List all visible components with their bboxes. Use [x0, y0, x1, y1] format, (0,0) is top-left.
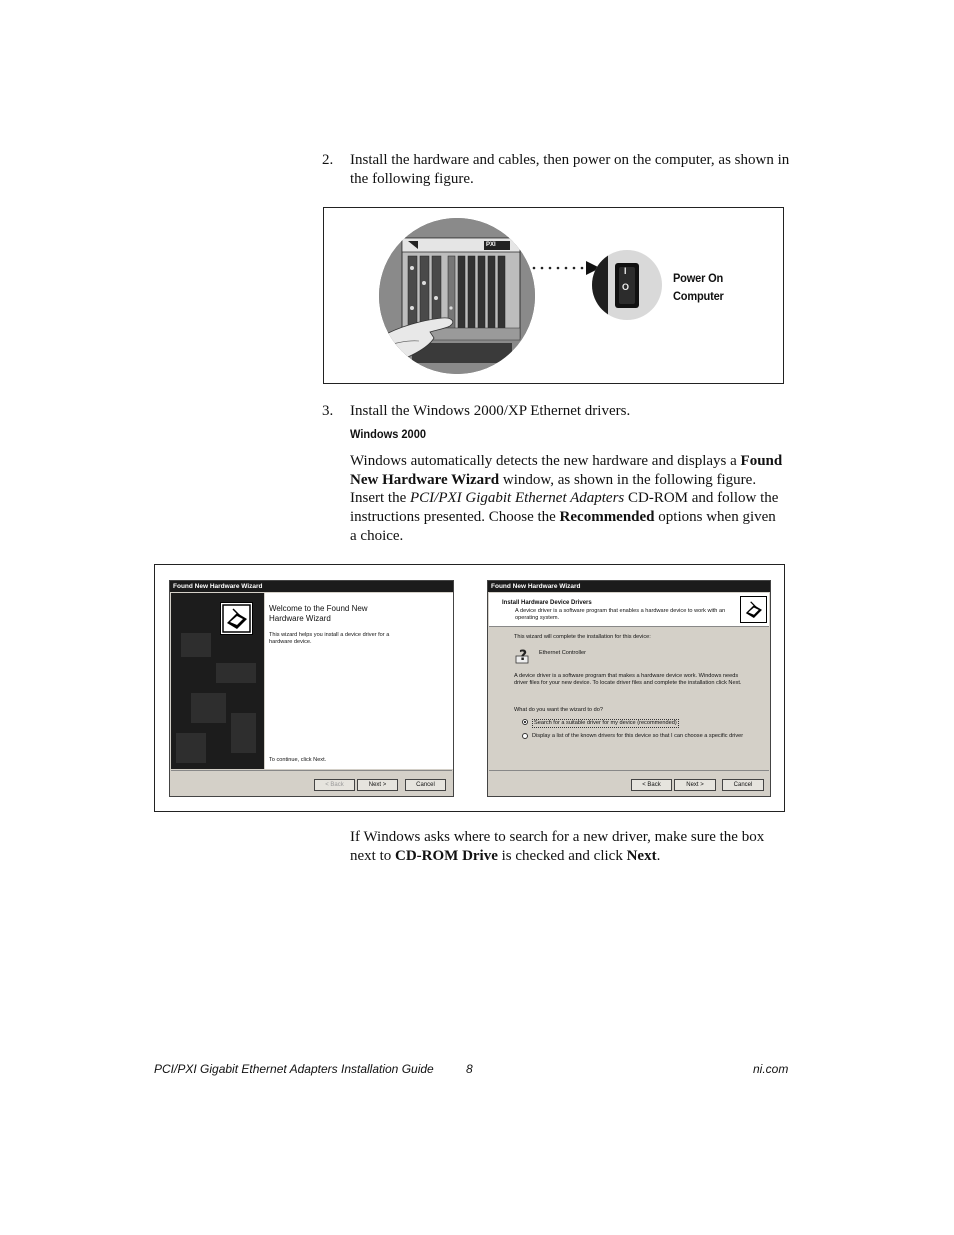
dialog-title: Found New Hardware Wizard: [488, 581, 770, 592]
power-on-label: Power On: [673, 271, 724, 285]
cdrom-drive-bold: CD-ROM Drive: [395, 847, 498, 864]
windows-2000-heading: Windows 2000: [350, 427, 426, 441]
back-button[interactable]: < Back: [631, 779, 672, 791]
display-drivers-option-label[interactable]: Display a list of the known drivers for this device so that I can choose a specific driver: [532, 733, 744, 739]
step-number-3: 3.: [322, 403, 334, 419]
install-drivers-heading: Install Hardware Device Drivers: [502, 600, 592, 606]
para-text-2: window, as shown in the following figure. Insert the: [350, 471, 757, 507]
welcome-heading-line2: Hardware Wizard: [269, 614, 331, 623]
recommended-bold: Recommended: [559, 509, 655, 526]
wizard-welcome-dialog: [169, 580, 454, 797]
footer-page-number: 8: [466, 1062, 473, 1076]
wizard-name-bold: Found New Hardware Wizard: [350, 453, 783, 488]
computer-label: Computer: [673, 289, 724, 303]
unknown-device-icon: [514, 647, 532, 665]
instructions-paragraph: [350, 452, 786, 546]
next-button[interactable]: Next >: [357, 779, 398, 791]
cd-title-italic: PCI/PXI Gigabit Ethernet Adapters: [409, 490, 625, 507]
welcome-heading-line1: Welcome to the Found New: [269, 604, 368, 613]
hardware-icon: [220, 602, 253, 635]
closing-text-3: .: [656, 847, 661, 864]
closing-text-2: is checked and click: [497, 847, 627, 864]
para-text-3: CD-ROM and follow the instructions presented. Choose the: [350, 490, 779, 526]
switch-on-mark: I: [624, 266, 627, 276]
back-button[interactable]: < Back: [314, 779, 355, 791]
next-bold: Next: [626, 847, 657, 864]
wizard-install-drivers-dialog: [487, 580, 771, 797]
switch-off-mark: O: [622, 282, 630, 292]
continue-text: To continue, click Next.: [269, 757, 327, 763]
hardware-icon: [740, 596, 767, 623]
cancel-button[interactable]: Cancel: [405, 779, 446, 791]
cancel-button[interactable]: Cancel: [722, 779, 764, 791]
svg-text:?: ?: [519, 648, 528, 664]
next-button[interactable]: Next >: [674, 779, 716, 791]
install-drivers-subtitle: A device driver is a software program that enables a hardware device to work with an operating system.: [515, 608, 726, 621]
welcome-intro-text: This wizard helps you install a device driver for a hardware device.: [269, 632, 390, 645]
driver-explanation-text: A device driver is a software program that makes a hardware device work. Windows needs driver files for your new device. To locate driver files and complete the installation click Next.: [514, 673, 742, 686]
footer-site: ni.com: [753, 1062, 789, 1076]
wizard-side-panel: [171, 593, 264, 769]
search-driver-option-label[interactable]: Search for a suitable driver for my device (recommended): [534, 720, 677, 726]
chassis-badge: PXI: [486, 242, 496, 248]
complete-installation-text: This wizard will complete the installation for this device:: [514, 634, 651, 640]
power-on-figure: [323, 207, 784, 384]
wizard-screenshots-figure: [154, 564, 785, 812]
search-driver-radio[interactable]: [522, 719, 528, 725]
closing-text-1: If Windows asks where to search for a new driver, make sure the box next to: [350, 829, 765, 864]
para-text-1: Windows automatically detects the new hardware and displays a: [350, 453, 741, 469]
para-text-4: options when given a choice.: [350, 509, 776, 544]
wizard-welcome-content: [265, 593, 453, 769]
wizard-question-text: What do you want the wizard to do?: [514, 707, 603, 713]
step-number-2: 2.: [322, 152, 334, 168]
dialog-title: Found New Hardware Wizard: [170, 581, 453, 592]
closing-paragraph: [350, 828, 786, 865]
device-name: Ethernet Controller: [539, 650, 586, 656]
wizard-header-band: [489, 593, 769, 627]
display-drivers-radio[interactable]: [522, 733, 528, 739]
step-text-2: Install the hardware and cables, then power on the computer, as shown in the following figure.: [350, 152, 790, 187]
step-text-3: Install the Windows 2000/XP Ethernet drivers.: [350, 403, 631, 419]
footer-guide-title: PCI/PXI Gigabit Ethernet Adapters Installation Guide: [154, 1062, 434, 1076]
